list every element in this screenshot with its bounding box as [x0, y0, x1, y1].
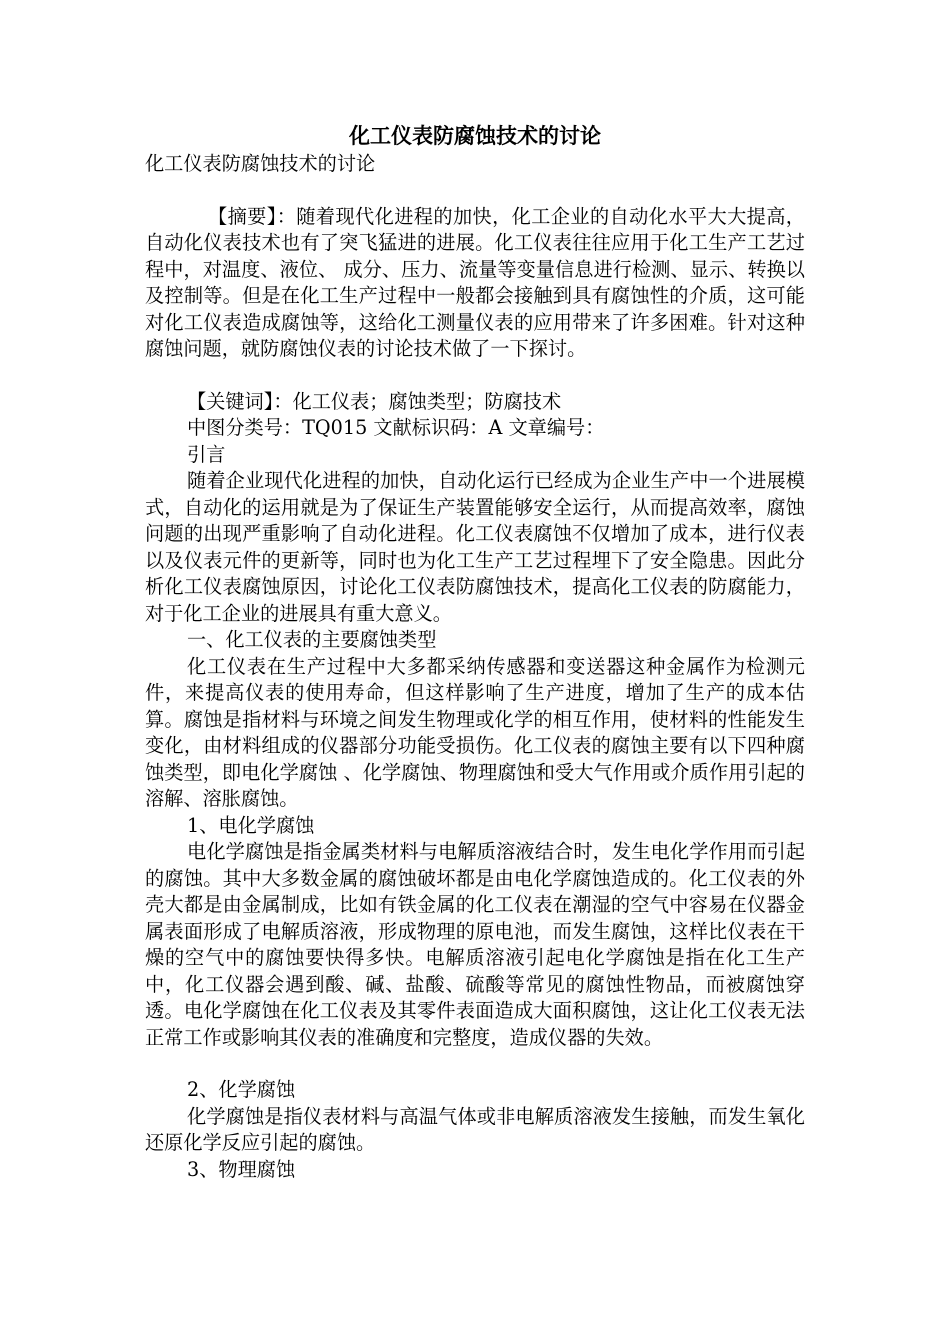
classification-line: 中图分类号：TQ015 文献标识码：A 文章编号： — [187, 416, 605, 439]
section1-paragraph: 化工仪表在生产过程中大多都采纳传感器和变送器这种金属作为检测元件，来提高仪表的使用寿命，但这样影响了生产进度，增加了生产的成本估算。腐蚀是指材料与环境之间发生物理或化学的相互作用，使材料的性能发生变化，由材料组成的仪器部分功能受损伤。化工仪表的腐蚀主要有以下四种腐蚀类型，即电化学腐蚀 、化学腐蚀、物理腐蚀和受大气作用或介质作用引起的溶解、溶胀腐蚀。 — [145, 654, 805, 810]
sub1-heading: 1、电化学腐蚀 — [187, 813, 315, 837]
abstract-paragraph: 【摘要】：随着现代化进程的加快，化工企业的自动化水平大大提高，自动化仪表技术也有了突飞猛进的进展。化工仪表往往应用于化工生产工艺过程中，对温度、液位、 成分、压力、流量等变量信息进行检测、显示、转换以及控制等。但是在化工生产过程中一般都会接触到具有腐蚀性的介质，这可能对化工仪表造成腐蚀等，这给化工测量仪表的应用带来了许多困难。针对这种腐蚀问题，就防腐蚀仪表的讨论技术做了一下探讨。 — [145, 204, 805, 360]
document-subtitle: 化工仪表防腐蚀技术的讨论 — [145, 152, 376, 175]
section1-heading: 一、化工仪表的主要腐蚀类型 — [187, 628, 437, 651]
sub1-paragraph: 电化学腐蚀是指金属类材料与电解质溶液结合时，发生电化学作用而引起的腐蚀。其中大多数金属的腐蚀破坏都是由电化学腐蚀造成的。化工仪表的外壳大都是由金属制成，比如有铁金属的化工仪表在潮湿的空气中容易在仪器金属表面形成了电解质溶液，形成物理的原电池，而发生腐蚀，这样比仪表在干燥的空气中的腐蚀要快得多快。电解质溶液引起电化学腐蚀是指在化工生产中，化工仪器会遇到酸、碱、盐酸、硫酸等常见的腐蚀性物品，而被腐蚀穿透。电化学腐蚀在化工仪表及其零件表面造成大面积腐蚀，这让化工仪表无法正常工作或影响其仪表的准确度和完整度，造成仪器的失效。 — [145, 840, 805, 1049]
sub2-heading: 2、化学腐蚀 — [187, 1078, 296, 1101]
document-body — [145, 121, 805, 1183]
intro-heading: 引言 — [187, 442, 226, 466]
sub2-paragraph: 化学腐蚀是指仪表材料与高温气体或非电解质溶液发生接触，而发生氧化还原化学反应引起的腐蚀。 — [145, 1104, 805, 1154]
intro-paragraph: 随着企业现代化进程的加快，自动化运行已经成为企业生产中一个进展模式，自动化的运用就是为了保证生产装置能够安全运行，从而提高效率，腐蚀问题的出现严重影响了自动化进程。化工仪表腐蚀不仅增加了成本，进行仪表以及仪表元件的更新等，同时也为化工生产工艺过程埋下了安全隐患。因此分析化工仪表腐蚀原因，讨论化工仪表防腐蚀技术，提高化工仪表的防腐能力，对于化工企业的进展具有重大意义。 — [145, 469, 805, 625]
document-title: 化工仪表防腐蚀技术的讨论 — [349, 123, 601, 148]
sub3-heading: 3、物理腐蚀 — [187, 1157, 296, 1181]
keywords-line: 【关键词】：化工仪表；腐蚀类型；防腐技术 — [187, 389, 562, 413]
